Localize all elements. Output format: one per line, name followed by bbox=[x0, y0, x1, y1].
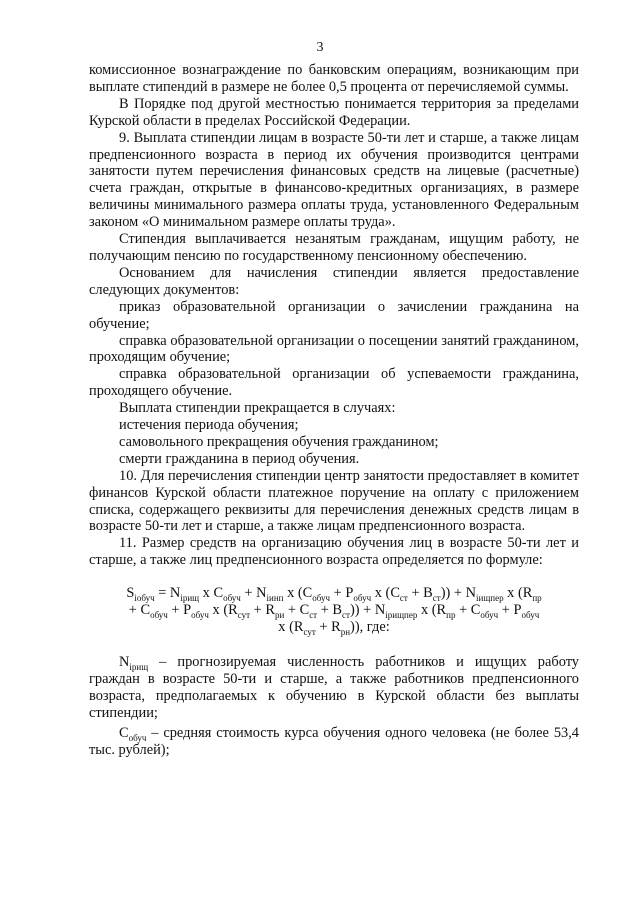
formula-line: $S_{iобуч} = N_{iрищ}$ x $C_{обуч} + N_{iинп}$ x ($C_{обуч} + P_{обуч}$ x $(C_{ст} + B_{ст})) + N_{iищпер}$ x ($R_{пр}$ bbox=[126, 585, 542, 604]
formula-line: + $C_{обуч} + P_{обуч}$ x $(R_{сут} + R_{ри} + C_{ст} + B_{ст})) + N_{iрищпер}$ x ($R_{пр} + C_{обуч} + P_{обуч}$ bbox=[128, 602, 540, 621]
paragraph: Выплата стипендии прекращается в случаях: bbox=[119, 400, 396, 417]
paragraph: 11. Размер средств на организацию обучения лиц в возрасте 50-ти лет и старше, а также лиц предпенсионного возраста определяется по формуле: bbox=[89, 535, 579, 569]
paragraph: В Порядке под другой местностью понимается территория за пределами Курской области в пределах Российской Федерации. bbox=[89, 95, 579, 129]
paragraph: 9. Выплата стипендии лицам в возрасте 50-ти лет и старше, а также лицам предпенсионного возраста в период их обучения производится центрами занятости путем перечисления финансовых средств на лицевые (расчетные) счета граждан, открытые в финансово-кредитных организациях, в размере величины минимального размера оплаты труда, установленного Федеральным законом «О минимальном размере оплаты труда». bbox=[89, 129, 579, 231]
list-item: самовольного прекращения обучения гражданином; bbox=[119, 433, 439, 450]
list-item: смерти гражданина в период обучения. bbox=[119, 450, 360, 467]
list-item: справка образовательной организации о посещении занятий гражданином, проходящим обучение; bbox=[89, 332, 579, 366]
paragraph: 10. Для перечисления стипендии центр занятости предоставляет в комитет финансов Курской области платежное поручение на оплату с приложением списка, содержащего реквизиты для перечисления денежных средств лицам в возрасте 50-ти лет и старше, а также лицам предпенсионного возраста. bbox=[89, 467, 579, 535]
paragraph: комиссионное вознаграждение по банковским операциям, возникающим при выплате стипендий в размере не более 0,5 процента от перечисляемой суммы. bbox=[89, 62, 579, 95]
document-body bbox=[89, 62, 579, 759]
paragraph: Стипендия выплачивается незанятым гражданам, ищущим работу, не получающим пенсию по государственному пенсионному обеспечению. bbox=[89, 231, 579, 264]
list-item: приказ образовательной организации о зачислении гражданина на обучение; bbox=[89, 298, 579, 332]
paragraph: Основанием для начисления стипендии является предоставление следующих документов: bbox=[89, 264, 579, 298]
list-item: справка образовательной организации об успеваемости гражданина, проходящего обучение. bbox=[89, 366, 579, 400]
list-item: истечения периода обучения; bbox=[119, 417, 299, 434]
definition: $C_{обуч}$ – средняя стоимость курса обучения одного человека (не более 53,4 тыс. рублей); bbox=[89, 724, 579, 758]
formula-line: x $(R_{сут} + R_{рн})$), где: bbox=[278, 619, 390, 638]
page-number: 3 bbox=[316, 40, 324, 55]
formula bbox=[89, 585, 579, 636]
definition: $N_{iрищ}$ – прогнозируемая численность работников и ищущих работу граждан в возрасте 50-ти и старше, а также работников предпенсионного возраста, предполагаемых к обучению в Курской области без выплаты стипендии; bbox=[89, 654, 579, 721]
